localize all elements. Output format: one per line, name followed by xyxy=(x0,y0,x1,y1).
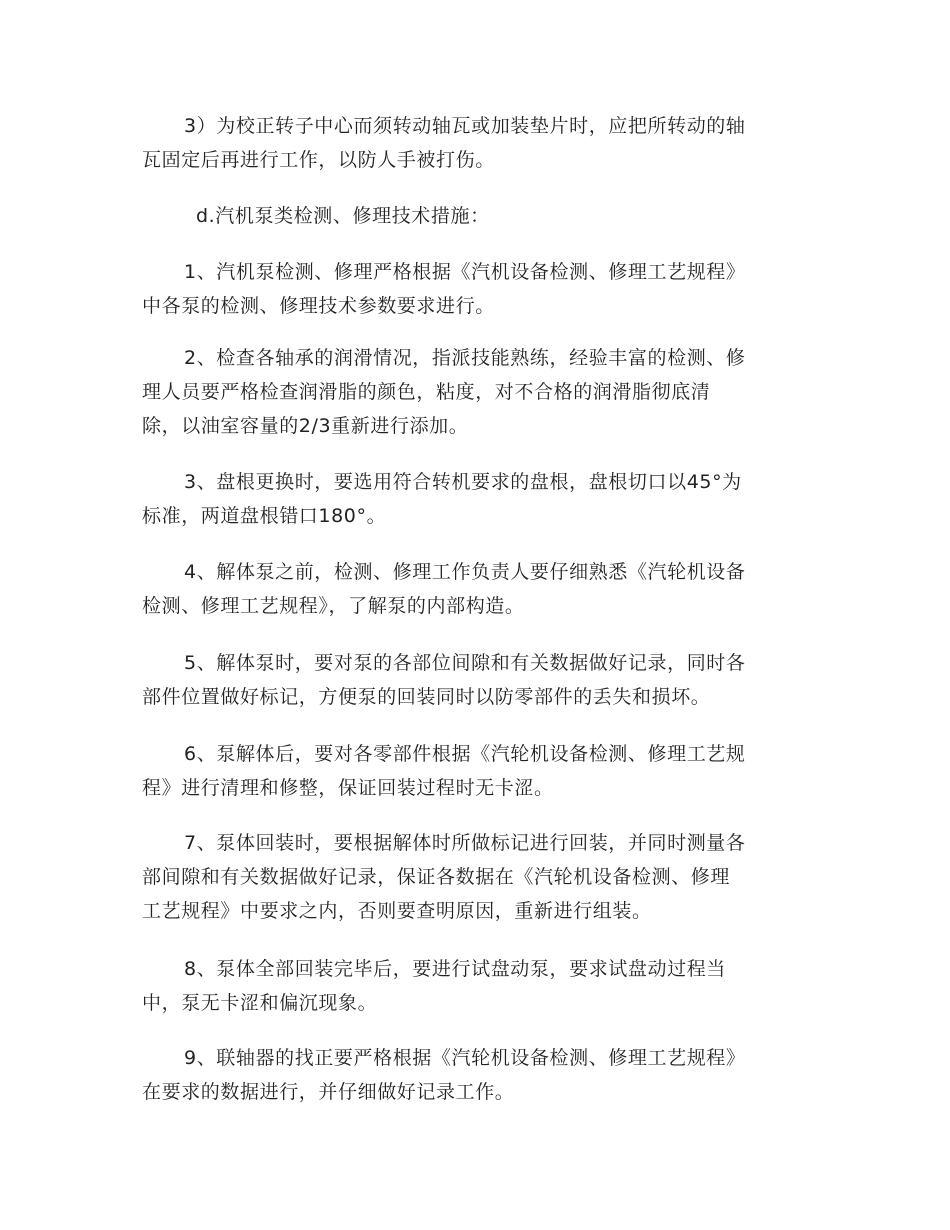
text-line: 4、解体泵之前，检测、修理工作负责人要仔细熟悉《汽轮机设备 xyxy=(184,561,746,583)
list-item-8 xyxy=(142,952,812,1020)
list-item-6 xyxy=(142,737,812,805)
text-line: 检测、修理工艺规程》，了解泵的内部构造。 xyxy=(142,595,525,617)
text-line: 理人员要严格检查润滑脂的颜色，粘度，对不合格的润滑脂彻底清 xyxy=(142,381,711,403)
text-line: 8、泵体全部回装完毕后，要进行试盘动泵，要求试盘动过程当 xyxy=(184,958,726,980)
section-heading: d.汽机泵类检测、修理技术措施： xyxy=(196,205,490,227)
text-line: 1、汽机泵检测、修理严格根据《汽机设备检测、修理工艺规程》 xyxy=(184,261,746,283)
text-line: 3、盘根更换时，要选用符合转机要求的盘根，盘根切口以45°为 xyxy=(184,471,742,493)
text-line: 程》进行清理和修整，保证回装过程时无卡涩。 xyxy=(142,777,554,799)
text-line: 中，泵无卡涩和偏沉现象。 xyxy=(142,992,378,1014)
text-line: 7、泵体回装时，要根据解体时所做标记进行回装，并同时测量各 xyxy=(184,832,746,854)
text-line: 6、泵解体后，要对各零部件根据《汽轮机设备检测、修理工艺规 xyxy=(184,743,746,765)
text-line: 2、检查各轴承的润滑情况，指派技能熟练，经验丰富的检测、修 xyxy=(184,347,746,369)
text-line: 除，以油室容量的2/3重新进行添加。 xyxy=(142,415,469,437)
text-line: 在要求的数据进行，并仔细做好记录工作。 xyxy=(142,1081,515,1103)
text-line: 部件位置做好标记，方便泵的回装同时以防零部件的丢失和损坏。 xyxy=(142,686,711,708)
text-line: 9、联轴器的找正要严格根据《汽轮机设备检测、修理工艺规程》 xyxy=(184,1047,746,1069)
text-line: 标准，两道盘根错口180°。 xyxy=(142,505,387,527)
text-line: 部间隙和有关数据做好记录，保证各数据在《汽轮机设备检测、修理 xyxy=(142,866,731,888)
list-item-9 xyxy=(142,1041,812,1109)
list-item-1 xyxy=(142,255,812,323)
text-line: 5、解体泵时，要对泵的各部位间隙和有关数据做好记录，同时各 xyxy=(184,652,746,674)
list-item-3 xyxy=(142,465,812,533)
section-heading-d xyxy=(142,199,812,233)
text-line: 3）为校正转子中心而须转动轴瓦或加装垫片时，应把所转动的轴 xyxy=(184,115,746,137)
paragraph-3 xyxy=(142,109,812,177)
list-item-4 xyxy=(142,555,812,623)
list-item-5 xyxy=(142,646,812,714)
list-item-2 xyxy=(142,341,812,443)
text-line: 中各泵的检测、修理技术参数要求进行。 xyxy=(142,295,495,317)
list-item-7 xyxy=(142,826,812,928)
text-line: 工艺规程》中要求之内，否则要查明原因，重新进行组装。 xyxy=(142,900,652,922)
text-line: 瓦固定后再进行工作，以防人手被打伤。 xyxy=(142,149,495,171)
